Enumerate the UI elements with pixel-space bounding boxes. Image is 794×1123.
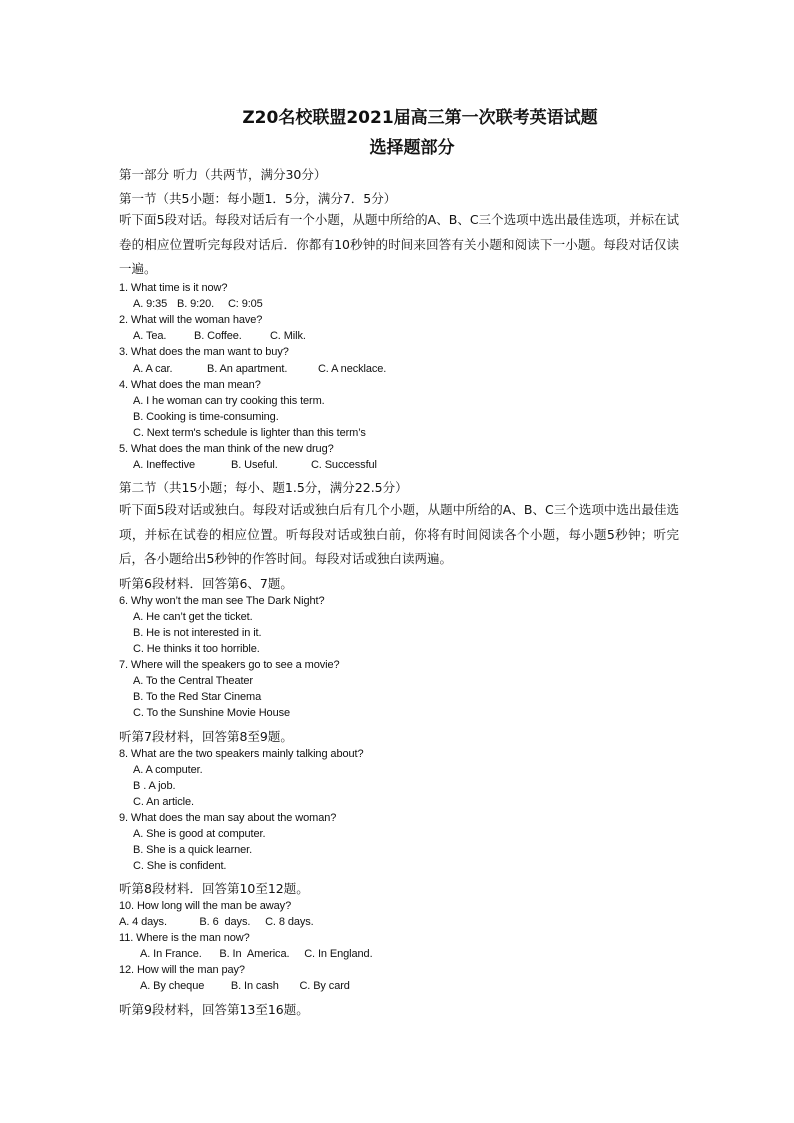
part1-heading: 第一部分 听力（共两节，满分30分） [119,167,327,182]
question-3-options [133,363,386,375]
option-b: B. An apartment. [206,363,288,375]
question-4-option-a: A. I he woman can try cooking this term. [133,395,325,407]
question-8-stem: 8. What are the two speakers mainly talking about? [119,748,364,760]
question-6-option-c: C. He thinks it too horrible. [133,643,260,655]
option-b: B. Useful. [230,459,278,471]
question-7-option-b: B. To the Red Star Cinema [133,691,262,703]
material-6-heading: 听第6段材料．回答第6、7题。 [119,576,293,591]
question-9-stem: 9. What does the man say about the woman? [119,812,337,824]
question-7-option-c: C. To the Sunshine Movie House [133,707,290,719]
section1-instructions: 听下面5段对话。每段对话后有一个小题，从题中所给的A、B、C三个选项中选出最佳选项，并标在试卷的相应位置听完每段对话后．你都有10秒钟的时间来回答有关小题和阅读下一小题。每段对话仅读一遍。 [119,212,679,276]
exam-title: Z20名校联盟2021届高三第一次联考英语试题 [242,108,598,128]
question-11-options: A. In France. B. In America. C. In England. [140,948,373,960]
option-a: A. 9:35 [133,298,168,310]
question-9-option-c: C. She is confident. [133,860,227,872]
question-4-stem: 4. What does the man mean? [119,379,261,391]
question-2-options [133,330,306,342]
question-7-stem: 7. Where will the speakers go to see a movie? [119,659,340,671]
question-3-stem: 3. What does the man want to buy? [119,346,289,358]
option-a: A. Ineffective [133,459,195,471]
option-c: C: 9:05 [227,298,263,310]
question-6-option-a: A. He can’t get the ticket. [133,611,253,623]
question-10-stem: 10. How long will the man be away? [119,900,292,912]
option-c: C. A necklace. [317,363,387,375]
section2-instructions: 听下面5段对话或独白。每段对话或独白后有几个小题，从题中所给的A、B、C三个选项中选出最佳选项，并标在试卷的相应位置。听每段对话或独白前，你将有时间阅读各个小题，每小题5秒钟；听完后，各小题给出5秒钟的作答时间。每段对话或独白读两遍。 [119,502,679,566]
question-2-stem: 2. What will the woman have? [119,314,263,326]
question-6-option-b: B. He is not interested in it. [133,627,262,639]
question-4-option-c: C. Next term's schedule is lighter than this term’s [133,427,366,439]
question-1-stem: 1. What time is it now? [119,282,228,294]
question-6-stem: 6. Why won’t the man see The Dark Night? [119,595,325,607]
question-9-option-b: B. She is a quick learner. [133,844,253,856]
section2-heading: 第二节（共15小题；每小、题1.5分，满分22.5分） [119,480,408,495]
question-8-option-b: B . A job. [133,780,176,792]
question-5-stem: 5. What does the man think of the new drug? [119,443,334,455]
option-b: B. Coffee. [193,330,242,342]
question-12-options: A. By cheque B. In cash C. By card [140,980,350,992]
option-c: C. Milk. [269,330,306,342]
question-8-option-c: C. An article. [133,796,194,808]
option-a: A. Tea. [133,330,167,342]
exam-subtitle: 选择题部分 [369,138,455,158]
question-8-option-a: A. A computer. [133,764,203,776]
question-12-stem: 12. How will the man pay? [119,964,245,976]
question-10-options: A. 4 days. B. 6 days. C. 8 days. [119,916,314,928]
option-a: A. A car. [133,363,173,375]
option-b: B. 9:20. [176,298,215,310]
option-c: C. Successful [310,459,377,471]
material-9-heading: 听第9段材料，回答第13至16题。 [119,1002,309,1017]
section1-heading: 第一节（共5小题：每小题1．5分，满分7．5分） [119,191,397,206]
question-11-stem: 11. Where is the man now? [119,932,250,944]
question-9-option-a: A. She is good at computer. [133,828,266,840]
material-8-heading: 听第8段材料．回答第10至12题。 [119,881,309,896]
question-5-options [133,459,377,471]
question-1-options [133,298,263,310]
material-7-heading: 听第7段材料，回答第8至9题。 [119,729,293,744]
question-7-option-a: A. To the Central Theater [133,675,253,687]
question-4-option-b: B. Cooking is time-consuming. [133,411,279,423]
